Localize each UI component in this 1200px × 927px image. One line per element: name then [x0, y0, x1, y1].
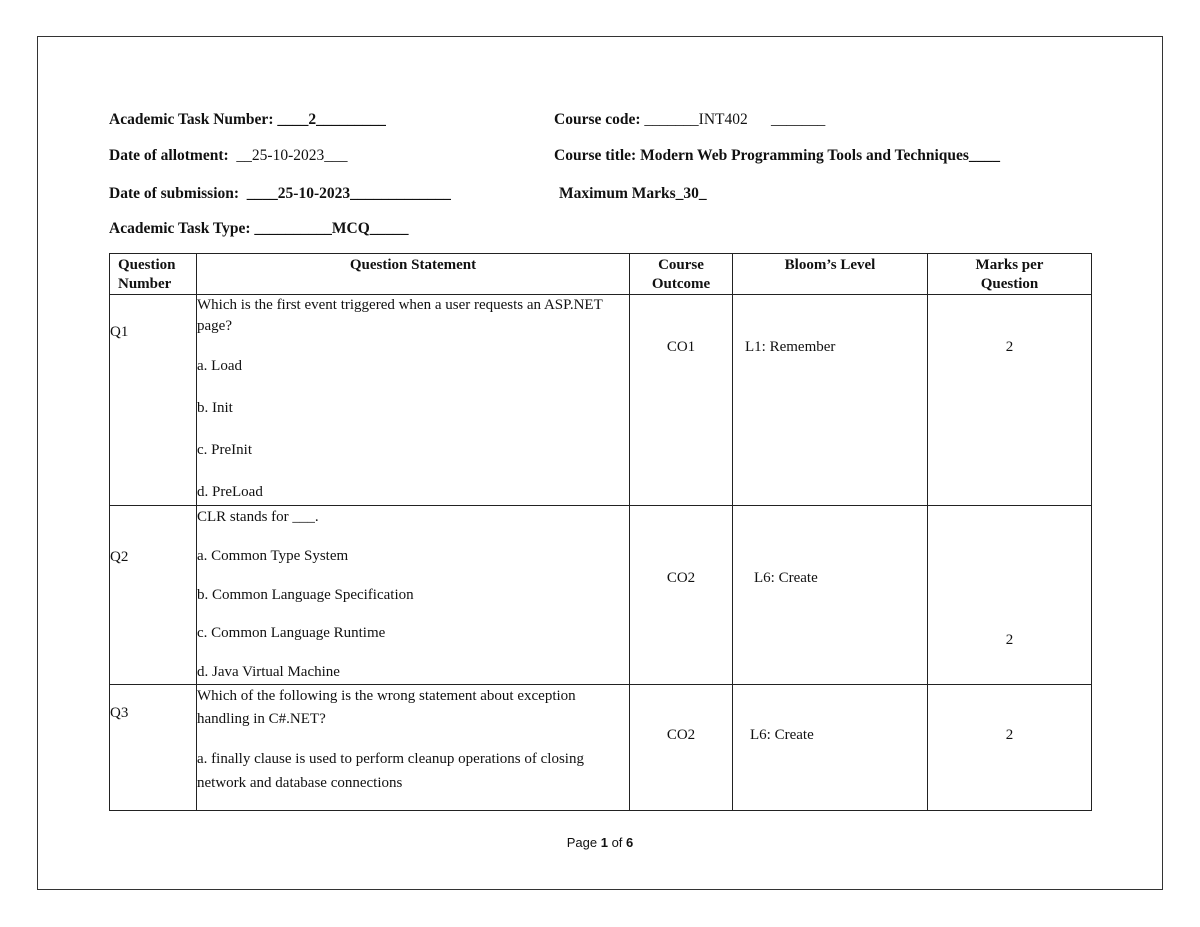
option-item: c. PreInit	[197, 442, 252, 458]
task-number-label: Academic Task Number:	[109, 111, 278, 128]
table-header-row	[110, 254, 1092, 295]
submission-value: ____25-10-2023_____________	[246, 185, 451, 202]
question-table	[109, 253, 1092, 811]
course-outcome: CO1	[666, 339, 696, 355]
task-number-line	[109, 111, 386, 129]
question-number-cell	[110, 506, 197, 685]
header-question-number	[110, 254, 197, 295]
question-number-cell	[110, 685, 197, 811]
course-outcome: CO2	[666, 727, 696, 743]
table-row	[110, 506, 1092, 685]
question-number: Q1	[110, 324, 129, 340]
option-item: d. Java Virtual Machine	[197, 664, 340, 680]
course-code-value: _______INT402 _______	[644, 111, 826, 128]
blooms-level: L6: Create	[754, 570, 818, 586]
blooms-level-cell	[733, 685, 928, 811]
option-item: a. finally clause is used to perform cleanup operations of closing network and database connections	[197, 751, 584, 791]
marks-cell	[928, 685, 1092, 811]
header-marks-line2: Question	[980, 276, 1039, 292]
marks-value: 2	[1005, 339, 1014, 355]
allotment-value: __25-10-2023___	[236, 147, 348, 164]
page-current: 1	[600, 835, 608, 850]
course-outcome: CO2	[666, 570, 696, 586]
blooms-level: L6: Create	[750, 727, 814, 743]
course-code-line	[554, 111, 825, 129]
blooms-level-cell	[733, 295, 928, 506]
option-item: a. Common Type System	[197, 548, 349, 564]
option-item: a. Load	[197, 358, 242, 374]
task-number-value: ____2_________	[277, 111, 386, 128]
course-code-label: Course code:	[554, 111, 645, 128]
header-qnum-line1: Question	[118, 257, 176, 273]
option-item: d. PreLoad	[197, 484, 263, 500]
question-number-cell	[110, 295, 197, 506]
header-blooms-level: Bloom’s Level	[733, 254, 928, 295]
page-footer	[0, 835, 1200, 850]
option-item: b. Init	[197, 400, 233, 416]
submission-line	[109, 185, 451, 203]
submission-label: Date of submission:	[109, 185, 247, 202]
header-marks-line1: Marks per	[975, 257, 1044, 273]
question-number: Q3	[110, 705, 129, 721]
option-item: c. Common Language Runtime	[197, 625, 386, 641]
marks-cell	[928, 295, 1092, 506]
page-of: of	[607, 835, 627, 850]
max-marks: Maximum Marks_30_	[559, 185, 707, 202]
course-outcome-cell	[630, 506, 733, 685]
header-course-outcome	[630, 254, 733, 295]
header-qnum-line2: Number	[118, 276, 172, 292]
marks-value: 2	[1005, 632, 1014, 648]
course-title: Course title: Modern Web Programming Tools and Techniques____	[554, 147, 1000, 164]
task-type-label: Academic Task Type:	[109, 220, 255, 237]
question-statement-cell	[197, 295, 630, 506]
table-row	[110, 685, 1092, 811]
question-statement-cell	[197, 506, 630, 685]
allotment-label: Date of allotment:	[109, 147, 237, 164]
course-outcome-cell	[630, 295, 733, 506]
max-marks-line	[559, 185, 707, 203]
table-row	[110, 295, 1092, 506]
question-statement-cell	[197, 685, 630, 811]
header-question-statement: Question Statement	[197, 254, 630, 295]
task-type-value: __________MCQ_____	[254, 220, 409, 237]
blooms-level: L1: Remember	[745, 339, 836, 355]
question-text: CLR stands for ___.	[197, 509, 319, 525]
task-type-line	[109, 220, 409, 238]
allotment-line	[109, 147, 347, 165]
header-co-line2: Outcome	[651, 276, 711, 292]
header-co-line1: Course	[658, 257, 704, 273]
course-outcome-cell	[630, 685, 733, 811]
marks-value: 2	[1005, 727, 1014, 743]
header-marks	[928, 254, 1092, 295]
page-total: 6	[626, 835, 634, 850]
question-text: Which is the first event triggered when a user requests an ASP.NET page?	[197, 297, 603, 334]
question-text: Which of the following is the wrong statement about exception handling in C#.NET?	[197, 688, 576, 727]
option-item: b. Common Language Specification	[197, 587, 414, 603]
blooms-level-cell	[733, 506, 928, 685]
page-prefix: Page	[566, 835, 601, 850]
course-title-line	[554, 147, 1000, 165]
question-number: Q2	[110, 549, 129, 565]
marks-cell	[928, 506, 1092, 685]
